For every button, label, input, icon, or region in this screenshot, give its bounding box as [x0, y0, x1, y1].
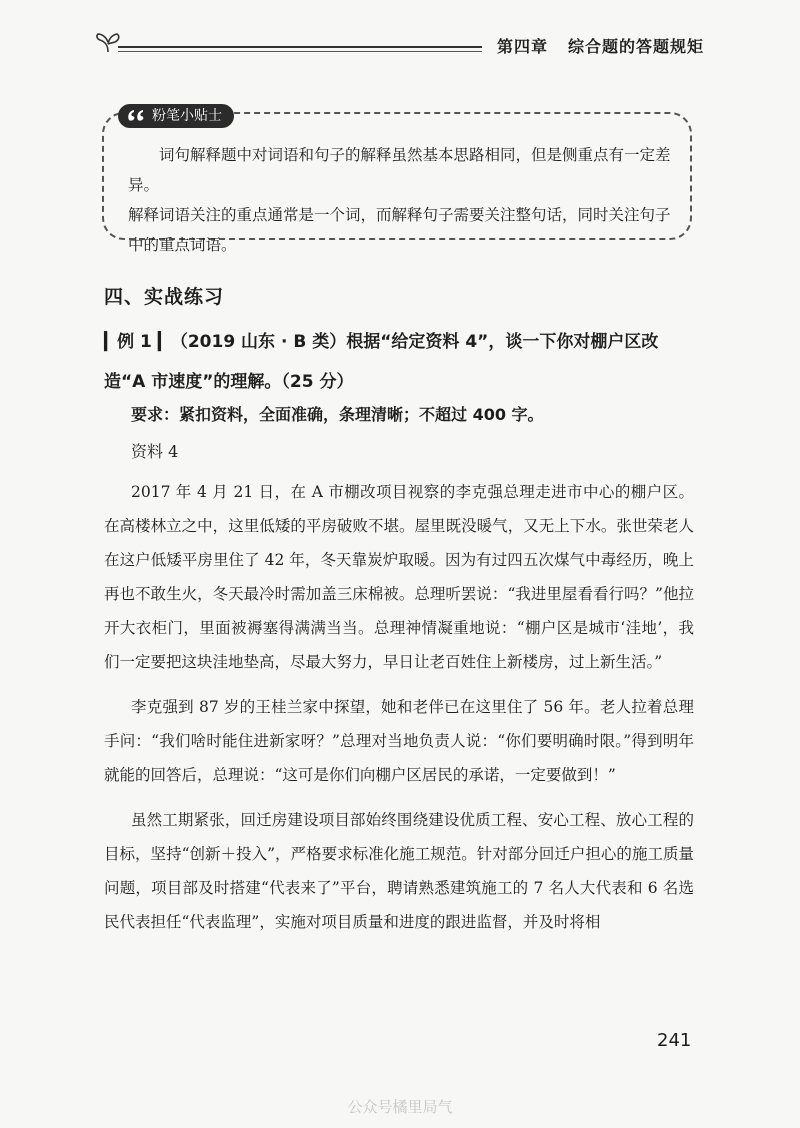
tip-text: [128, 140, 673, 260]
quote-marks-icon: [126, 109, 146, 121]
tip-label: [118, 104, 234, 128]
requirement-text: 要求：紧扣资料，全面准确，条理清晰；不超过 400 字。: [131, 405, 544, 424]
tip-paragraph: 词句解释题中对词语和句子的解释虽然基本思路相同，但是侧重点有一定差异。: [128, 146, 671, 194]
body-paragraph: 李克强到 87 岁的王桂兰家中探望，她和老伴已在这里住了 56 年。老人拉着总理手问：“我们啥时能住进新家呀？”总理对当地负责人说：“你们要明确时限。”得到明年就能的回答后，总理说：“这可是你们向棚户区居民的承诺，一定要做到！”: [104, 698, 694, 784]
example-question: [104, 322, 694, 402]
section-heading: 四、实战练习: [104, 286, 225, 308]
running-header: [497, 34, 704, 57]
chapter-title: 综合题的答题规矩: [568, 37, 705, 56]
header-rule: [118, 46, 482, 48]
material-body: [104, 475, 694, 950]
tip-label-text: 粉笔小贴士: [152, 108, 222, 124]
watermark: 公众号橘里局气: [347, 1098, 453, 1116]
material-title: 资料 4: [131, 442, 179, 461]
tip-paragraph: 解释词语关注的重点通常是一个词，而解释句子需要关注整句话，同时关注句子中的重点词语。: [128, 206, 671, 254]
example-question-text: （2019 山东 · B 类）根据“给定资料 4”，谈一下你对棚户区改造“A 市速度”的理解。（25 分）: [104, 332, 659, 392]
body-paragraph: 2017 年 4 月 21 日，在 A 市棚改项目视察的李克强总理走进市中心的棚户区。在高楼林立之中，这里低矮的平房破败不堪。屋里既没暖气，又无上下水。张世荣老人在这户低矮平房里住了 42 年，冬天靠炭炉取暖。因为有过四五次煤气中毒经历，晚上再也不敢生火，冬天最冷时需加盖三床棉被。总理听罢说：“我进里屋看看行吗？”他拉开大衣柜门，里面被褥塞得满满当当。总理神情凝重地说：“棚户区是城市‘洼地’，我们一定要把这块洼地垫高，尽最大努力，早日让老百姓住上新楼房，过上新生活。”: [104, 483, 694, 671]
body-paragraph: 虽然工期紧张，回迁房建设项目部始终围绕建设优质工程、安心工程、放心工程的目标，坚持“创新＋投入”，严格要求标准化施工规范。针对部分回迁户担心的施工质量问题，项目部及时搭建“代表来了”平台，聘请熟悉建筑施工的 7 名人大代表和 6 名选民代表担任“代表监理”，实施对项目质量和进度的跟进监督，并及时将相: [104, 811, 694, 931]
chapter-label: 第四章: [497, 37, 549, 56]
page-number: 241: [657, 1030, 692, 1051]
header-rule-thin: [118, 51, 482, 52]
example-tag: ▎例 1 ▎: [104, 332, 171, 352]
